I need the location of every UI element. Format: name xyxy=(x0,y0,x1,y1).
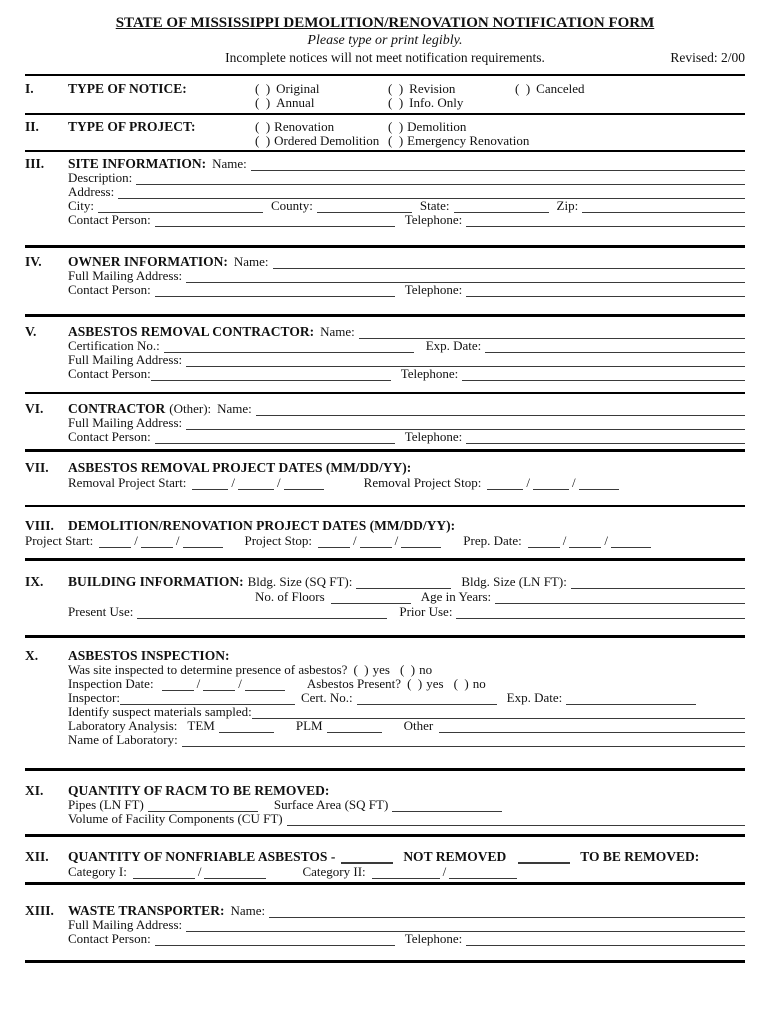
checkbox-icon[interactable]: ( ) xyxy=(353,662,369,677)
checkbox-icon[interactable]: ( ) xyxy=(255,81,271,96)
section-title: BUILDING INFORMATION: xyxy=(68,574,244,589)
section-number: XII. xyxy=(25,849,49,864)
category-1-field-a[interactable] xyxy=(133,866,195,879)
inspection-year-field[interactable] xyxy=(245,678,285,691)
date-slash: / xyxy=(526,475,531,490)
section-title-c: TO BE REMOVED: xyxy=(580,849,700,864)
mailing-address-label: Full Mailing Address: xyxy=(68,415,183,430)
site-zip-field[interactable] xyxy=(582,200,745,213)
name-label: Name: xyxy=(233,254,269,269)
site-inspected-question: Was site inspected to determine presence of asbestos? xyxy=(68,662,348,677)
section-number: X. xyxy=(25,648,39,663)
date-slash: / xyxy=(394,533,399,548)
date-slash: / xyxy=(604,533,609,548)
section-title: TYPE OF PROJECT: xyxy=(68,119,196,134)
name-label: Name: xyxy=(230,903,266,918)
section-number: XIII. xyxy=(25,903,54,918)
notice-line xyxy=(25,49,745,66)
section-quantity-racm xyxy=(25,771,745,837)
section-title: DEMOLITION/RENOVATION PROJECT DATES (MM/DD/YY): xyxy=(68,518,456,533)
section-owner-information xyxy=(25,248,745,317)
site-inspected-no-checkbox[interactable]: ( ) no xyxy=(399,662,433,677)
exp-date-label: Exp. Date: xyxy=(506,690,563,705)
site-name-field[interactable] xyxy=(251,158,745,171)
removal-start-day-field[interactable] xyxy=(238,477,274,490)
checkbox-icon[interactable]: ( ) xyxy=(515,81,531,96)
inspector-exp-date-field[interactable] xyxy=(566,692,696,705)
certification-no-label: Certification No.: xyxy=(68,338,160,353)
section-asbestos-removal-contractor xyxy=(25,317,745,394)
section-title: OWNER INFORMATION: xyxy=(68,254,228,269)
name-label: Name: xyxy=(217,401,252,416)
annual-checkbox[interactable]: ( ) Annual xyxy=(255,95,315,110)
date-slash: / xyxy=(196,676,201,691)
section-title: SITE INFORMATION: xyxy=(68,156,207,171)
other-contractor-mailing-field[interactable] xyxy=(186,417,745,430)
removal-start-year-field[interactable] xyxy=(284,477,324,490)
category-1-label: Category I: xyxy=(68,864,127,879)
surface-area-label: Surface Area (SQ FT) xyxy=(273,797,389,812)
not-removed-qty-field[interactable] xyxy=(341,850,393,864)
category-2-field-b[interactable] xyxy=(449,866,517,879)
to-be-removed-qty-field[interactable] xyxy=(518,850,570,864)
address-label: Address: xyxy=(68,184,115,199)
section-number: III. xyxy=(25,156,45,171)
checkbox-icon[interactable]: ( ) xyxy=(255,119,271,134)
removal-start-month-field[interactable] xyxy=(192,477,228,490)
revised-date: Revised: 2/00 xyxy=(670,50,745,65)
inspection-date-label: Inspection Date: xyxy=(68,676,154,691)
form-subtitle: Please type or print legibly. xyxy=(307,33,463,48)
emergency-renovation-checkbox[interactable]: ( ) Emergency Renovation xyxy=(388,133,530,148)
prep-date-day-field[interactable] xyxy=(569,535,601,548)
section-number: XI. xyxy=(25,783,44,798)
contractor-name-field[interactable] xyxy=(359,326,745,339)
section-asbestos-removal-dates xyxy=(25,452,745,507)
asbestos-present-yes-checkbox[interactable]: ( ) yes xyxy=(407,676,444,691)
revision-checkbox[interactable]: ( ) Revision xyxy=(388,81,456,96)
category-1-field-b[interactable] xyxy=(204,866,266,879)
state-label: State: xyxy=(419,198,450,213)
inspector-cert-no-field[interactable] xyxy=(357,692,497,705)
checkbox-icon[interactable]: ( ) xyxy=(407,676,423,691)
present-use-label: Present Use: xyxy=(68,604,134,619)
contact-person-label: Contact Person: xyxy=(68,931,151,946)
surface-area-field[interactable] xyxy=(392,799,502,812)
city-label: City: xyxy=(68,198,95,213)
project-start-day-field[interactable] xyxy=(141,535,173,548)
age-in-years-field[interactable] xyxy=(495,591,745,604)
site-inspected-yes-checkbox[interactable]: ( ) yes xyxy=(353,662,390,677)
checkbox-icon[interactable]: ( ) xyxy=(453,676,469,691)
inspection-day-field[interactable] xyxy=(203,678,235,691)
date-slash: / xyxy=(353,533,357,548)
no-of-floors-label: No. of Floors xyxy=(255,589,325,604)
site-description-field[interactable] xyxy=(136,172,745,185)
project-start-month-field[interactable] xyxy=(99,535,131,548)
renovation-checkbox[interactable]: ( ) Renovation xyxy=(255,119,335,134)
removal-stop-year-field[interactable] xyxy=(579,477,619,490)
county-label: County: xyxy=(271,198,313,213)
section-title: ASBESTOS REMOVAL PROJECT DATES (MM/DD/YY): xyxy=(68,460,412,475)
asbestos-present-no-checkbox[interactable]: ( ) no xyxy=(453,676,486,691)
section-number: VII. xyxy=(25,460,49,475)
owner-name-field[interactable] xyxy=(273,256,745,269)
site-telephone-field[interactable] xyxy=(466,214,745,227)
section-number: VI. xyxy=(25,401,44,416)
category-2-field-a[interactable] xyxy=(372,866,440,879)
other-contractor-telephone-field[interactable] xyxy=(466,431,745,444)
site-contact-field[interactable] xyxy=(155,214,395,227)
volume-field[interactable] xyxy=(287,813,745,826)
exp-date-label: Exp. Date: xyxy=(425,338,482,353)
bldg-size-lnft-field[interactable] xyxy=(571,576,745,589)
section-type-of-notice xyxy=(25,76,745,115)
bldg-size-sqft-field[interactable] xyxy=(356,576,451,589)
info-only-checkbox[interactable]: ( ) Info. Only xyxy=(388,95,464,110)
section-number: VIII. xyxy=(25,518,54,533)
site-county-field[interactable] xyxy=(317,200,412,213)
contact-person-label: Contact Person: xyxy=(68,212,151,227)
section-site-information xyxy=(25,152,745,248)
mailing-address-label: Full Mailing Address: xyxy=(68,917,183,932)
section-number: I. xyxy=(25,81,34,96)
transporter-contact-field[interactable] xyxy=(155,933,395,946)
section-title: ASBESTOS INSPECTION: xyxy=(68,648,230,663)
section-title: ASBESTOS REMOVAL CONTRACTOR: xyxy=(68,324,315,339)
cert-no-label: Cert. No.: xyxy=(300,690,353,705)
section-title-a: QUANTITY OF NONFRIABLE ASBESTOS - xyxy=(68,849,336,864)
section-title-b: NOT REMOVED xyxy=(403,849,507,864)
mailing-address-label: Full Mailing Address: xyxy=(68,352,183,367)
removal-stop-label: Removal Project Stop: xyxy=(363,475,482,490)
project-stop-year-field[interactable] xyxy=(401,535,441,548)
section-title: WASTE TRANSPORTER: xyxy=(68,903,225,918)
form-title: STATE OF MISSISSIPPI DEMOLITION/RENOVATION NOTIFICATION FORM xyxy=(115,15,655,31)
age-in-years-label: Age in Years: xyxy=(420,589,492,604)
section-number: II. xyxy=(25,119,39,134)
date-slash: / xyxy=(562,533,567,548)
suspect-materials-field[interactable] xyxy=(252,706,745,719)
owner-contact-field[interactable] xyxy=(155,284,395,297)
checkbox-icon[interactable]: ( ) xyxy=(255,95,271,110)
date-slash: / xyxy=(277,475,281,490)
mailing-address-label: Full Mailing Address: xyxy=(68,268,183,283)
prior-use-label: Prior Use: xyxy=(399,604,453,619)
date-slash: / xyxy=(134,533,138,548)
section-title: QUANTITY OF RACM TO BE REMOVED: xyxy=(68,783,330,798)
plm-field[interactable] xyxy=(327,720,382,733)
telephone-label: Telephone: xyxy=(400,366,459,381)
other-analysis-label: Other xyxy=(403,718,434,733)
section-number: IV. xyxy=(25,254,42,269)
tem-label: TEM xyxy=(187,718,215,733)
ordered-demolition-checkbox[interactable]: ( ) Ordered Demolition xyxy=(255,133,380,148)
project-stop-day-field[interactable] xyxy=(360,535,392,548)
checkbox-icon[interactable]: ( ) xyxy=(255,133,271,148)
contractor-mailing-address-field[interactable] xyxy=(186,354,745,367)
other-contractor-contact-field[interactable] xyxy=(155,431,395,444)
section-building-information xyxy=(25,561,745,638)
name-label: Name: xyxy=(320,324,355,339)
removal-stop-month-field[interactable] xyxy=(487,477,523,490)
contact-person-label: Contact Person: xyxy=(68,366,151,381)
other-analysis-field[interactable] xyxy=(439,720,745,733)
section-demolition-renovation-dates xyxy=(25,507,745,561)
checkbox-icon[interactable]: ( ) xyxy=(388,81,404,96)
original-checkbox[interactable]: ( ) Original xyxy=(255,81,320,96)
plm-label: PLM xyxy=(295,718,323,733)
section-contractor-other xyxy=(25,394,745,452)
checkbox-icon[interactable]: ( ) xyxy=(399,662,416,677)
site-state-field[interactable] xyxy=(454,200,549,213)
checkbox-icon[interactable]: ( ) xyxy=(388,133,404,148)
section-number: IX. xyxy=(25,574,44,589)
contact-person-label: Contact Person: xyxy=(68,282,151,297)
incomplete-notice: Incomplete notices will not meet notification requirements. xyxy=(225,50,545,65)
category-2-label: Category II: xyxy=(302,864,366,879)
date-slash: / xyxy=(231,475,236,490)
laboratory-analysis-label: Laboratory Analysis: xyxy=(68,718,178,733)
description-label: Description: xyxy=(68,170,133,185)
name-of-laboratory-label: Name of Laboratory: xyxy=(68,732,178,747)
other-contractor-name-field[interactable] xyxy=(256,403,745,416)
checkbox-icon[interactable]: ( ) xyxy=(388,119,404,134)
contact-person-label: Contact Person: xyxy=(68,429,151,444)
removal-stop-day-field[interactable] xyxy=(533,477,569,490)
section-title: CONTRACTOR xyxy=(68,401,166,416)
bldg-size-sqft-label: Bldg. Size (SQ FT): xyxy=(247,574,353,589)
cert-exp-date-field[interactable] xyxy=(485,340,745,353)
telephone-label: Telephone: xyxy=(404,931,463,946)
contractor-contact-field[interactable] xyxy=(151,368,391,381)
suspect-materials-label: Identify suspect materials sampled: xyxy=(68,704,252,719)
transporter-name-field[interactable] xyxy=(269,905,745,918)
tem-field[interactable] xyxy=(219,720,274,733)
date-slash: / xyxy=(238,676,242,691)
inspection-month-field[interactable] xyxy=(162,678,194,691)
name-of-laboratory-field[interactable] xyxy=(182,734,745,747)
section-quantity-nonfriable xyxy=(25,837,745,885)
section-waste-transporter xyxy=(25,885,745,963)
bldg-size-lnft-label: Bldg. Size (LN FT): xyxy=(461,574,567,589)
asbestos-present-question: Asbestos Present? xyxy=(306,676,402,691)
inspector-label: Inspector: xyxy=(68,690,120,705)
name-label: Name: xyxy=(212,156,247,171)
removal-start-label: Removal Project Start: xyxy=(68,475,187,490)
certification-no-field[interactable] xyxy=(164,340,414,353)
present-use-field[interactable] xyxy=(137,606,387,619)
project-start-label: Project Start: xyxy=(25,533,94,548)
demolition-checkbox[interactable]: ( ) Demolition xyxy=(388,119,467,134)
date-slash: / xyxy=(175,533,180,548)
category-slash: / xyxy=(442,864,447,879)
other-label: (Other): xyxy=(169,401,212,416)
section-number: V. xyxy=(25,324,37,339)
project-start-year-field[interactable] xyxy=(183,535,223,548)
prep-date-label: Prep. Date: xyxy=(463,533,522,548)
telephone-label: Telephone: xyxy=(404,212,463,227)
pipes-label: Pipes (LN FT) xyxy=(68,797,144,812)
project-stop-label: Project Stop: xyxy=(244,533,313,548)
canceled-checkbox[interactable]: ( ) Canceled xyxy=(515,81,585,96)
prep-date-month-field[interactable] xyxy=(528,535,560,548)
section-type-of-project xyxy=(25,115,745,152)
section-asbestos-inspection xyxy=(25,638,745,771)
category-slash: / xyxy=(197,864,202,879)
date-slash: / xyxy=(572,475,576,490)
prior-use-field[interactable] xyxy=(456,606,745,619)
section-divider xyxy=(25,960,745,963)
contractor-telephone-field[interactable] xyxy=(462,368,745,381)
project-stop-month-field[interactable] xyxy=(318,535,350,548)
transporter-mailing-field[interactable] xyxy=(186,919,745,932)
transporter-telephone-field[interactable] xyxy=(466,933,745,946)
owner-telephone-field[interactable] xyxy=(466,284,745,297)
prep-date-year-field[interactable] xyxy=(611,535,651,548)
telephone-label: Telephone: xyxy=(404,282,463,297)
zip-label: Zip: xyxy=(556,198,579,213)
owner-mailing-address-field[interactable] xyxy=(186,270,745,283)
checkbox-icon[interactable]: ( ) xyxy=(388,95,404,110)
section-title: TYPE OF NOTICE: xyxy=(68,81,187,96)
volume-label: Volume of Facility Components (CU FT) xyxy=(68,811,283,826)
telephone-label: Telephone: xyxy=(404,429,463,444)
no-of-floors-field[interactable] xyxy=(331,591,411,604)
